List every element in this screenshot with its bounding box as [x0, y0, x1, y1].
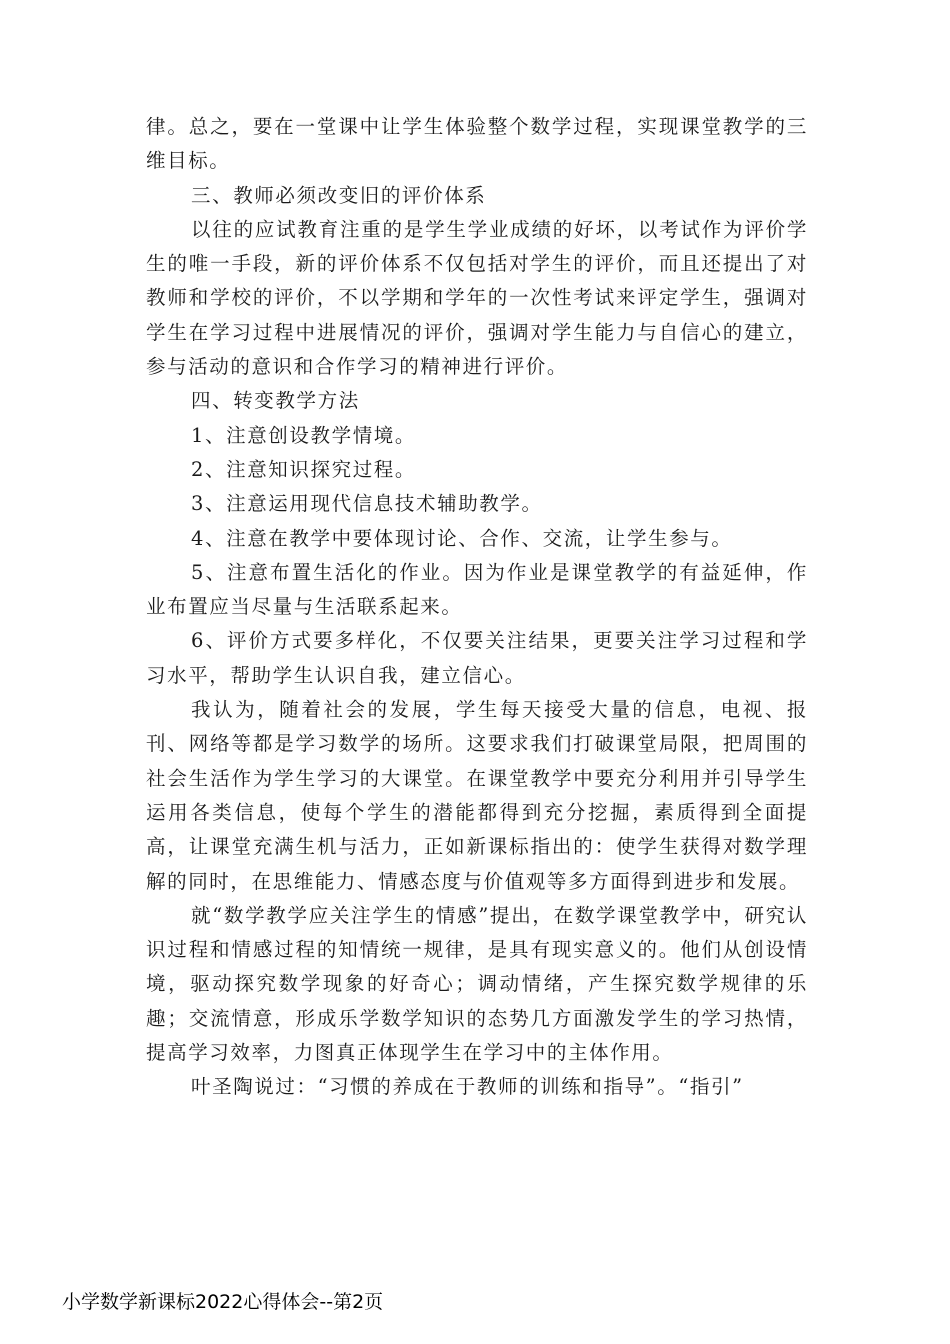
page-footer: 小学数学新课标2022心得体会--第2页 [62, 1291, 384, 1313]
paragraph: 我认为，随着社会的发展，学生每天接受大量的信息，电视、报刊、网络等都是学习数学的场所。这要求我们打破课堂局限，把周围的社会生活作为学生学习的大课堂。在课堂教学中要充分利用并引导学生运用各类信息，使每个学生的潜能都得到充分挖掘，素质得到全面提高，让课堂充满生机与活力，正如新课标指出的：使学生获得对数学理解的同时，在思维能力、情感态度与价值观等多方面得到进步和发展。 [146, 698, 808, 893]
paragraph: 律。总之，要在一堂课中让学生体验整个数学过程，实现课堂教学的三维目标。 [146, 115, 808, 173]
list-item: 4、注意在教学中要体现讨论、合作、交流，让学生参与。 [191, 526, 733, 550]
paragraph: 就“数学教学应关注学生的情感”提出，在数学课堂教学中，研究认识过程和情感过程的知情统一规律，是具有现实意义的。他们从创设情境，驱动探究数学现象的好奇心；调动情绪，产生探究数学规律的乐趣；交流情意，形成乐学数学知识的态势几方面激发学生的学习热情，提高学习效率，力图真正体现学生在学习中的主体作用。 [146, 903, 808, 1065]
document-body [146, 110, 808, 1105]
paragraph: 叶圣陶说过：“习惯的养成在于教师的训练和指导”。“指引” [191, 1075, 744, 1099]
paragraph: 以往的应试教育注重的是学生学业成绩的好坏，以考试作为评价学生的唯一手段，新的评价体系不仅包括对学生的评价，而且还提出了对教师和学校的评价，不以学期和学年的一次性考试来评定学生，强调对学生在学习过程中进展情况的评价，强调对学生能力与自信心的建立，参与活动的意识和合作学习的精神进行评价。 [146, 217, 808, 379]
list-item: 5、注意布置生活化的作业。因为作业是课堂教学的有益延伸，作业布置应当尽量与生活联系起来。 [146, 560, 808, 619]
list-item: 2、注意知识探究过程。 [191, 457, 417, 481]
list-item: 1、注意创设教学情境。 [191, 423, 417, 447]
section-heading: 三、教师必须改变旧的评价体系 [191, 183, 487, 207]
list-item: 6、评价方式要多样化，不仅要关注结果，更要关注学习过程和学习水平，帮助学生认识自我，建立信心。 [146, 629, 808, 687]
list-item: 3、注意运用现代信息技术辅助教学。 [191, 492, 543, 516]
section-heading: 四、转变教学方法 [191, 389, 360, 413]
